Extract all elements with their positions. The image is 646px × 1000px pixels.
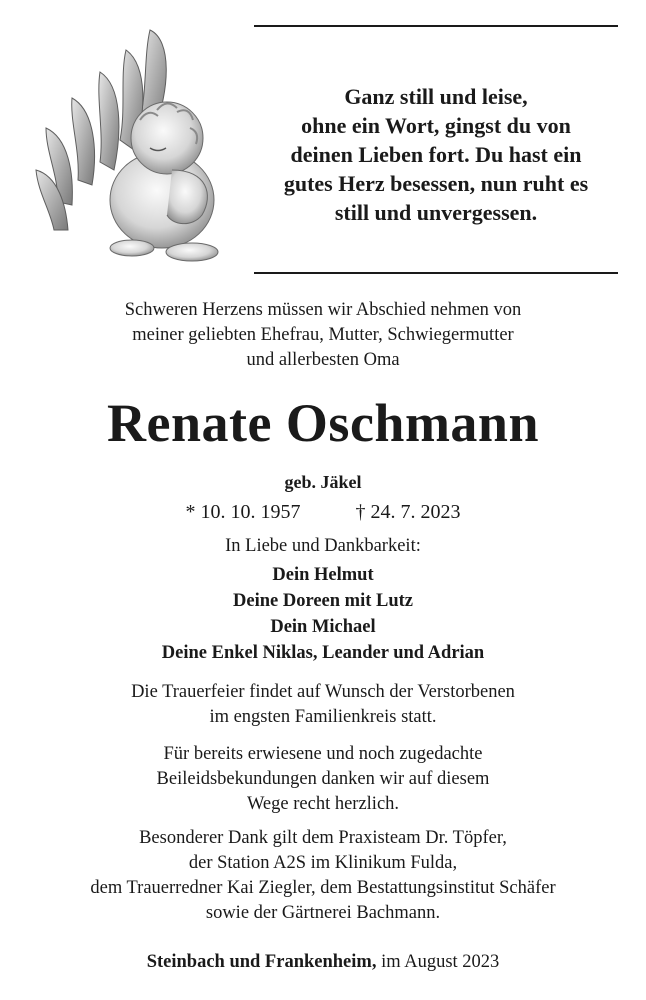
- angel-image: [22, 20, 232, 270]
- special-thanks-line: der Station A2S im Klinikum Fulda,: [188, 853, 458, 873]
- life-dates: [0, 498, 646, 526]
- funeral-notice: [0, 680, 646, 730]
- family-member: Deine Enkel Niklas, Leander und Adrian: [161, 643, 485, 663]
- top-divider: [254, 25, 618, 27]
- signature-line: [0, 950, 646, 975]
- special-thanks-line: dem Trauerredner Kai Ziegler, dem Bestattungsinstitut Schäfer: [90, 878, 556, 898]
- special-thanks-line: sowie der Gärtnerei Bachmann.: [205, 903, 441, 923]
- dedication: In Liebe und Dankbarkeit:: [225, 536, 421, 556]
- family-member: Dein Helmut: [272, 565, 374, 585]
- poem-line: Ganz still und leise,: [344, 84, 528, 109]
- intro-line: Schweren Herzens müssen wir Abschied nehmen von: [124, 300, 522, 320]
- family-list: [0, 562, 646, 666]
- signature-date: im August 2023: [376, 952, 500, 972]
- poem-line: deinen Lieben fort. Du hast ein: [290, 142, 582, 167]
- thanks-line: Wege recht herzlich.: [246, 794, 400, 814]
- signature-places: Steinbach und Frankenheim,: [146, 952, 377, 972]
- family-member: Dein Michael: [270, 617, 376, 637]
- funeral-line: Die Trauerfeier findet auf Wunsch der Verstorbenen: [131, 682, 515, 702]
- maiden-name: geb. Jäkel: [284, 472, 362, 492]
- poem-line: ohne ein Wort, gingst du von: [301, 113, 571, 138]
- thanks-text: [0, 742, 646, 817]
- thanks-line: Für bereits erwiesene und noch zugedachte: [163, 744, 483, 764]
- poem-line: still und unvergessen.: [334, 200, 538, 225]
- bottom-divider: [254, 272, 618, 274]
- special-thanks-line: Besonderer Dank gilt dem Praxisteam Dr. Töpfer,: [139, 828, 507, 848]
- deceased-name: Renate Oschmann: [106, 393, 539, 453]
- birth-date: * 10. 10. 1957: [185, 501, 301, 523]
- poem: [254, 82, 618, 227]
- intro-line: und allerbesten Oma: [246, 350, 400, 370]
- intro-line: meiner geliebten Ehefrau, Mutter, Schwiegermutter: [132, 325, 514, 345]
- intro-text: [0, 298, 646, 373]
- thanks-line: Beileidsbekundungen danken wir auf diesem: [156, 769, 490, 789]
- poem-line: gutes Herz besessen, nun ruht es: [283, 171, 589, 196]
- special-thanks: [0, 826, 646, 926]
- funeral-line: im engsten Familienkreis statt.: [209, 707, 437, 727]
- death-date: † 24. 7. 2023: [355, 501, 461, 523]
- family-member: Deine Doreen mit Lutz: [233, 591, 413, 611]
